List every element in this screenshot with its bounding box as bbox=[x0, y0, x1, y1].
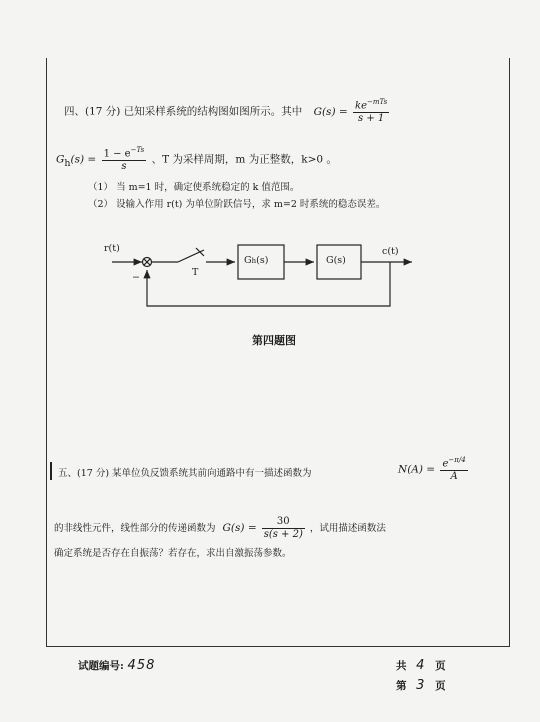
gs-denominator: s(s + 2) bbox=[263, 529, 303, 540]
total-pages-value: 4 bbox=[416, 658, 426, 673]
gs-numerator: 30 bbox=[262, 516, 305, 529]
gh-lhs: G bbox=[56, 153, 65, 166]
na-numerator: e bbox=[442, 458, 449, 470]
problem4-item2: （2） 设输入作用 r(t) 为单位阶跃信号，求 m=2 时系统的稳态误差。 bbox=[88, 199, 386, 210]
g-denominator: s + 1 bbox=[358, 113, 385, 125]
margin-mark bbox=[50, 462, 52, 480]
input-label: r(t) bbox=[104, 243, 120, 254]
page-number-value: 3 bbox=[416, 678, 426, 693]
gh-arg: (s) = bbox=[70, 153, 97, 166]
page-number-prefix: 第 bbox=[396, 680, 407, 692]
g-numerator-exponent: −mTs bbox=[367, 98, 388, 106]
output-label: c(t) bbox=[382, 246, 399, 257]
na-denominator: A bbox=[450, 471, 458, 483]
feedback-path bbox=[147, 262, 390, 306]
problem5-line2 bbox=[54, 516, 386, 541]
gh-numerator: 1 − e bbox=[103, 148, 131, 160]
na-lhs: N(A) = bbox=[398, 463, 436, 476]
problem4-conditions: 、T 为采样周期，m 为正整数，k>0 。 bbox=[151, 153, 337, 166]
figure-caption: 第四题图 bbox=[252, 334, 296, 347]
plant-block-label: G(s) bbox=[326, 255, 346, 266]
minus-sign: − bbox=[132, 272, 140, 283]
gh-denominator: s bbox=[121, 161, 127, 173]
problem5-method: ，试用描述函数法 bbox=[309, 523, 386, 534]
total-pages bbox=[396, 658, 446, 673]
gh-subscript: h bbox=[64, 157, 71, 169]
na-numerator-exponent: −π/4 bbox=[448, 456, 466, 464]
page-number-suffix: 页 bbox=[435, 680, 446, 692]
zoh-block-label: Gh(s) bbox=[244, 255, 269, 266]
g-lhs: G(s) = bbox=[313, 105, 348, 118]
total-pages-suffix: 页 bbox=[435, 660, 446, 672]
problem5-linear-part: 的非线性元件，线性部分的传递函数为 bbox=[54, 523, 216, 534]
sampler-label: T bbox=[192, 267, 199, 278]
gs-lhs: G(s) = bbox=[222, 522, 257, 534]
problem5-line3: 确定系统是否存在自振荡？若存在，求出自激振荡参数。 bbox=[54, 548, 292, 559]
gh-numerator-exponent: −Ts bbox=[130, 146, 145, 154]
problem4-intro: 四、(17 分) 已知采样系统的结构图如图所示。其中 bbox=[64, 105, 303, 118]
gs-fraction bbox=[262, 516, 305, 541]
total-pages-prefix: 共 bbox=[396, 660, 407, 672]
problem5-intro: 五、(17 分) 某单位负反馈系统其前向通路中有一描述函数为 bbox=[58, 468, 312, 479]
exam-code bbox=[78, 658, 155, 673]
exam-code-value: 458 bbox=[127, 658, 156, 673]
exam-code-label: 试题编号: bbox=[78, 660, 124, 672]
problem5-describing-function bbox=[398, 456, 470, 483]
problem4-item1: （1） 当 m=1 时，确定使系统稳定的 k 值范围。 bbox=[88, 182, 300, 193]
page-number bbox=[396, 678, 446, 693]
g-numerator: ke bbox=[355, 100, 368, 112]
na-fraction bbox=[440, 456, 467, 483]
